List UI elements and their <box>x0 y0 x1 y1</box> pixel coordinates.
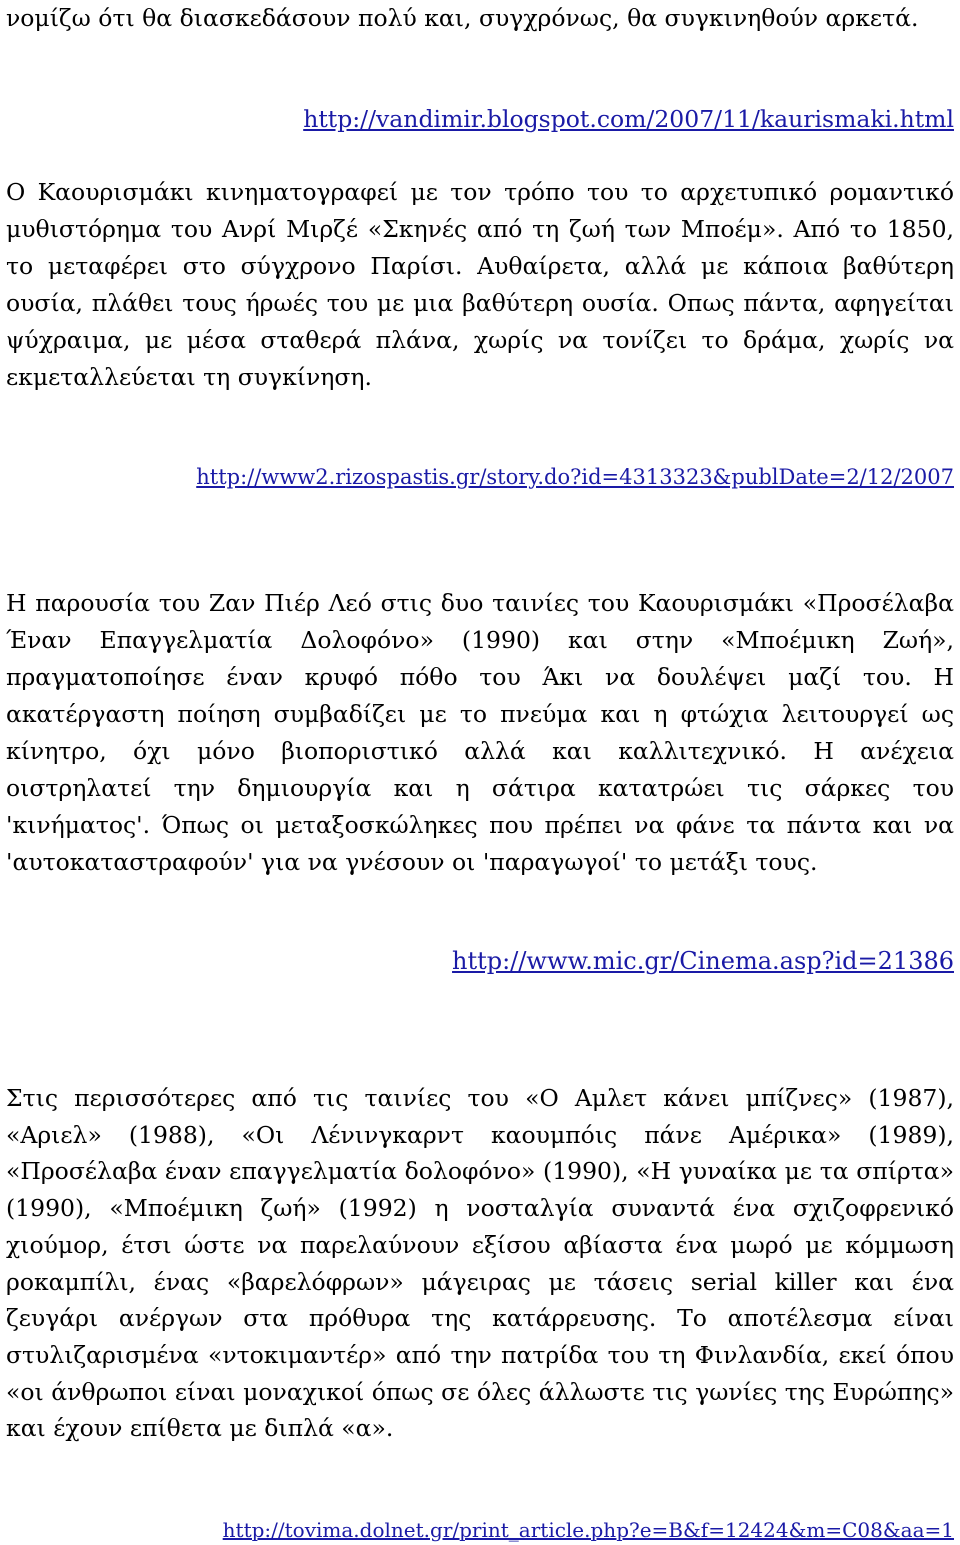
source-link-tovima[interactable]: http://tovima.dolnet.gr/print_article.php?e=B&f=12424&m=C08&aa=1 <box>222 1518 954 1542</box>
source-link-rizospastis[interactable]: http://www2.rizospastis.gr/story.do?id=4313323&publDate=2/12/2007 <box>196 465 954 489</box>
paragraph-films-nostalgia: Στις περισσότερες από τις ταινίες του «Ο Αμλετ κάνει μπίζνες» (1987), «Αριελ» (1988), «Οι Λένινγκαρντ καουμπόις πάνε Αμέρικα» (1989), «Προσέλαβα έναν επαγγελματία δολοφόνο» (1990), «Η γυναίκα με τα σπίρτα» (1990), «Μποέμικη ζωή» (1992) η νοσταλγία συναντά ένα σχιζοφρενικό χιούμορ, έτσι ώστε να παρελαύνουν εξίσου αβίαστα ένα μωρό με κόμμωση ροκαμπίλι, ένας «βαρελόφρων» μάγειρας με τάσεις serial killer και ένα ζευγάρι ανέργων στα πρόθυρα της κατάρρευσης. Το αποτέλεσμα είναι στυλιζαρισμένα «ντοκιμαντέρ» από την πατρίδα του τη Φινλανδία, εκεί όπου «οι άνθρωποι είναι μοναχικοί όπως σε όλες άλλωστε τις γωνίες της Ευρώπης» και έχουν επίθετα με διπλά «α». <box>6 1084 954 1443</box>
paragraph-jean-pierre-leaud: Η παρουσία του Ζαν Πιέρ Λεό στις δυο ταινίες του Καουρισμάκι «Προσέλαβα Έναν Επαγγελματία Δολοφόνο» (1990) και στην «Μποέμικη Ζωή», πραγματοποίησε έναν κρυφό πόθο του Άκι να δουλέψει μαζί του. Η ακατέργαστη ποίηση συμβαδίζει με το πνεύμα και η φτώχια λειτουργεί ως κίνητρο, όχι μόνο βιοποριστικό αλλά και καλλιτεχνικό. Η ανέχεια οιστρηλατεί την δημιουργία και η σάτιρα κατατρώει τις σάρκες του 'κινήματος'. Όπως οι μεταξοσκώληκες που πρέπει να φάνε τα πάντα και να 'αυτοκαταστραφούν' για να γνέσουν οι 'παραγωγοί' το μετάξι τους. <box>6 589 954 876</box>
paragraph-intro-end: νομίζω ότι θα διασκεδάσουν πολύ και, συγχρόνως, θα συγκινηθούν αρκετά. <box>6 4 919 32</box>
paragraph-kaurismaki-boheme: Ο Καουρισμάκι κινηματογραφεί με τον τρόπο του το αρχετυπικό ρομαντικό μυθιστόρημα του Ανρί Μιρζέ «Σκηνές από τη ζωή των Μποέμ». Από το 1850, το μεταφέρει στο σύγχρονο Παρίσι. Αυθαίρετα, αλλά με κάποια βαθύτερη ουσία, πλάθει τους ήρωές του με μια βαθύτερη ουσία. Οπως πάντα, αφηγείται ψύχραιμα, με μέσα σταθερά πλάνα, χωρίς να τονίζει το δράμα, χωρίς να εκμεταλλεύεται τη συγκίνηση. <box>6 178 954 391</box>
source-link-vandimir[interactable]: http://vandimir.blogspot.com/2007/11/kaurismaki.html <box>303 105 954 133</box>
source-link-mic[interactable]: http://www.mic.gr/Cinema.asp?id=21386 <box>452 947 954 975</box>
